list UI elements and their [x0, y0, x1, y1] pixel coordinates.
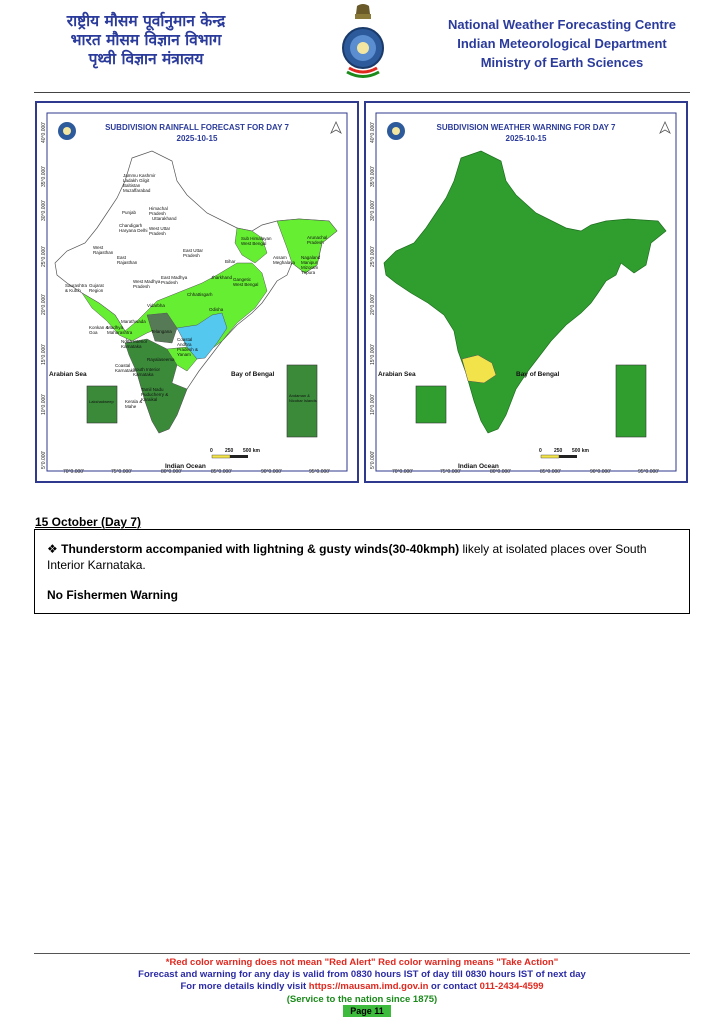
lat-tick: 25°0.000' [41, 245, 47, 267]
region-label-coastal-ap: Coastal Andhra Pradesh & Yanam [177, 337, 199, 357]
english-line-1: National Weather Forecasting Centre [447, 17, 677, 32]
region-label-shwb: Sub Himalayan West Bengal [241, 236, 272, 246]
scale-500: 500 km [572, 448, 589, 454]
region-label-jk: Jammu Kashmir Ladakh Gilgit Baltistan Muzaffarabad [123, 173, 156, 193]
warning-bold-text: Thunderstorm accompanied with lightning & gusty winds(30-40kmph) [61, 542, 460, 556]
page-number: Page 11 [343, 1005, 391, 1017]
label-indian-ocean: Indian Ocean [458, 463, 499, 470]
warning-box [34, 529, 690, 614]
imd-emblem-logo [337, 2, 389, 82]
label-indian-ocean: Indian Ocean [165, 463, 206, 470]
lat-tick: 20°0.000' [370, 293, 376, 315]
header-divider [34, 92, 690, 93]
hindi-line-1: राष्ट्रीय मौसम पूर्वानुमान केन्द्र [66, 12, 226, 30]
region-label-rayalaseema: Rayalaseema [147, 357, 175, 362]
bullet-icon: ❖ [47, 542, 58, 556]
label-arabian-sea: Arabian Sea [49, 371, 87, 378]
label-bay-of-bengal: Bay of Bengal [516, 371, 560, 378]
footer-url-link[interactable]: https://mausam.imd.gov.in [308, 981, 429, 992]
region-label-madhya-maharashtra: Madhya Maharashtra [107, 325, 133, 335]
scale-500: 500 km [243, 448, 260, 454]
hindi-line-3: पृथ्वी विज्ञान मंत्रालय [88, 50, 204, 68]
lat-tick: 20°0.000' [41, 293, 47, 315]
region-label-nik: North Interior Karnataka [121, 339, 148, 349]
footer-phone: 011-2434-4599 [479, 981, 544, 992]
hindi-line-2: भारत मौसम विज्ञान विभाग [70, 31, 222, 49]
region-label-saurashtra: Saurashtra & Kutch [65, 283, 88, 293]
lat-tick: 25°0.000' [370, 245, 376, 267]
region-label-telangana: Telangana [151, 329, 172, 334]
footer-contact-mid: or contact [428, 981, 480, 992]
region-label-chd-har-del: Chandigarh Haryana Delhi [119, 223, 148, 233]
lon-tick: 80°0.000' [161, 469, 183, 475]
lat-tick: 35°0.000' [370, 165, 376, 187]
region-label-marathwada: Marathwada [121, 319, 146, 324]
lon-tick: 70°0.000' [392, 469, 414, 475]
region-label-west-raj: West Rajasthan [93, 245, 114, 255]
region-label-uttarakhand: Uttarakhand [152, 216, 177, 221]
english-line-3: Ministry of Earth Sciences [480, 55, 644, 70]
lat-tick: 40°0.000' [41, 121, 47, 143]
fishermen-warning: No Fishermen Warning [47, 588, 178, 602]
lat-tick: 10°0.000' [370, 393, 376, 415]
region-label-jharkhand: Jharkhand [211, 275, 233, 280]
warning-rest-text: likely at isolated places over South Interior Karnataka. [47, 542, 647, 572]
region-label-tamil-nadu: Tamil Nadu Puducherry & Karaikal [141, 387, 169, 402]
rainfall-map-date: 2025-10-15 [176, 134, 218, 143]
warning-map-date: 2025-10-15 [505, 134, 547, 143]
region-label-odisha: Odisha [209, 307, 224, 312]
english-line-2: Indian Meteorological Department [457, 36, 667, 51]
footer-red-note: *Red color warning does not mean "Red Alert" Red color warning means "Take Action" [165, 957, 559, 968]
warning-map-title: SUBDIVISION WEATHER WARNING FOR DAY 7 [436, 123, 616, 132]
lon-tick: 90°0.000' [590, 469, 612, 475]
scale-250: 250 [225, 448, 234, 454]
region-label-west-up: West Uttar Pradesh [149, 226, 171, 236]
scale-250: 250 [554, 448, 563, 454]
region-label-chhattisgarh: Chhattisgarh [187, 292, 213, 297]
footer-contact-prefix: For more details kindly visit [180, 981, 309, 992]
region-label-konkan: Konkan & Goa [89, 325, 109, 335]
region-label-east-up: East Uttar Pradesh [183, 248, 204, 258]
warning-text [47, 542, 677, 573]
region-label-nmmt: Nagaland Manipur Mizoram Tripura [301, 255, 321, 275]
lat-tick: 5°0.000' [370, 450, 376, 469]
region-label-sik: South Interior Karnataka [133, 367, 161, 377]
region-label-gujarat: Gujarat Region [89, 283, 104, 293]
rainfall-forecast-map [35, 101, 359, 483]
lon-tick: 75°0.000' [111, 469, 133, 475]
lat-tick: 5°0.000' [41, 450, 47, 469]
lon-tick: 75°0.000' [440, 469, 462, 475]
lat-tick: 30°0.000' [370, 199, 376, 221]
region-label-gwb: Gangetic West Bengal [233, 277, 259, 287]
scale-0: 0 [210, 448, 213, 454]
region-label-bihar: Bihar [225, 259, 236, 264]
footer-validity: Forecast and warning for any day is valid from 0830 hours IST of day till 0830 hours IST of next day [138, 969, 586, 980]
lon-tick: 95°0.000' [638, 469, 660, 475]
region-label-west-mp: West Madhya Pradesh [133, 279, 161, 289]
rainfall-map-title: SUBDIVISION RAINFALL FORECAST FOR DAY 7 [105, 123, 289, 132]
lon-tick: 70°0.000' [63, 469, 85, 475]
lon-tick: 95°0.000' [309, 469, 331, 475]
lat-tick: 35°0.000' [41, 165, 47, 187]
lon-tick: 85°0.000' [211, 469, 233, 475]
region-label-punjab: Punjab [122, 210, 137, 215]
lat-tick: 15°0.000' [370, 343, 376, 365]
region-label-hp: Himachal Pradesh [149, 206, 168, 216]
lat-tick: 40°0.000' [370, 121, 376, 143]
lon-tick: 90°0.000' [261, 469, 283, 475]
lat-tick: 15°0.000' [41, 343, 47, 365]
label-bay-of-bengal: Bay of Bengal [231, 371, 275, 378]
lat-tick: 10°0.000' [41, 393, 47, 415]
scale-0: 0 [539, 448, 542, 454]
warning-map-graphic [366, 103, 686, 481]
region-label-kerala: Kerala & Mahe [125, 399, 143, 409]
footer-divider [34, 953, 690, 954]
label-andaman: Andaman & Nicobar Islands [289, 393, 317, 403]
lon-tick: 80°0.000' [490, 469, 512, 475]
region-label-east-raj: East Rajasthan [117, 255, 138, 265]
region-label-vidarbha: Vidarbha [147, 303, 165, 308]
region-label-assam: Assam Meghalaya [273, 255, 296, 265]
footer-contact [0, 980, 724, 993]
footer-service: (Service to the nation since 1875) [286, 994, 438, 1005]
region-label-arunachal: Arunachal Pradesh [307, 235, 328, 245]
region-label-coastal-karnataka: Coastal Karnataka [115, 363, 136, 373]
region-label-east-mp: East Madhya Pradesh [161, 275, 188, 285]
day-heading: 15 October (Day 7) [35, 515, 142, 529]
header-hindi [46, 12, 246, 69]
label-arabian-sea: Arabian Sea [378, 371, 416, 378]
weather-warning-map [364, 101, 688, 483]
lon-tick: 85°0.000' [540, 469, 562, 475]
lat-tick: 30°0.000' [41, 199, 47, 221]
label-lakshadweep: Lakshadweep [89, 399, 114, 404]
header-english [442, 15, 682, 72]
